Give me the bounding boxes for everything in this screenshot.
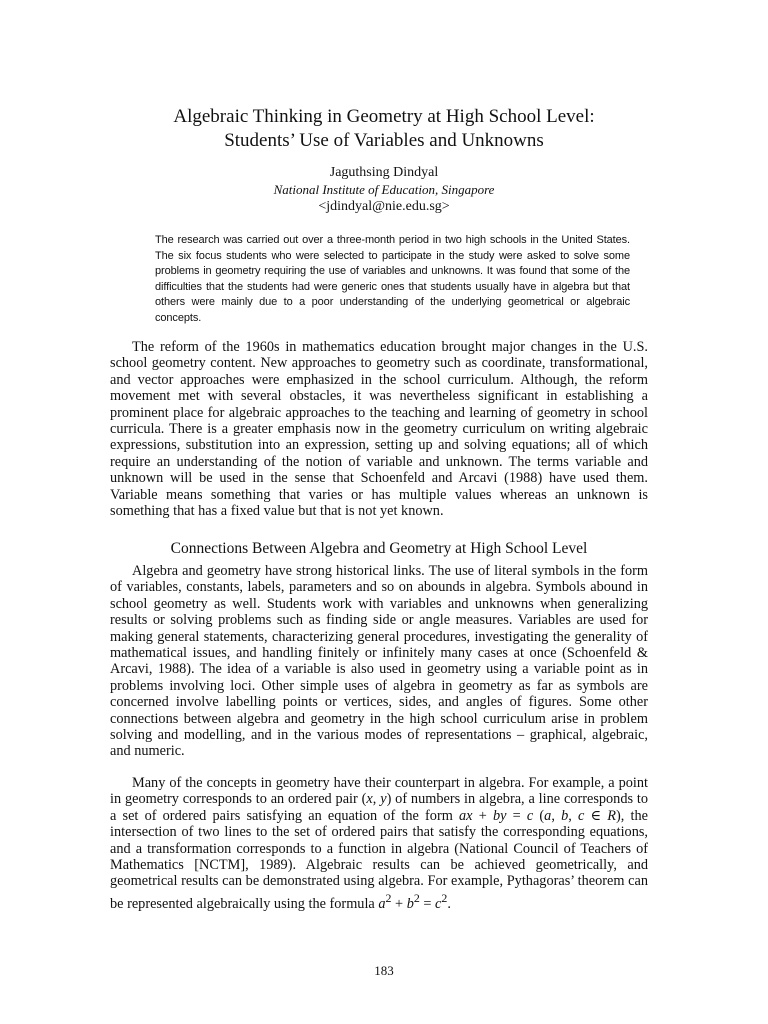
formula-c: c (435, 895, 442, 912)
section-paragraph-1: Algebra and geometry have strong historical links. The use of literal symbols in the form of variables, constants, labels, parameters and so on abounds in algebra. Symbols abound in school geometry as well. Students work with variables and unknowns when generalizing results or solving problems such as finding side or angle measures. Variables are used for making general statements, characterizing general procedures, investigating the generality of mathematical issues, and handling finitely or infinitely many cases at once (Schoenfeld & Arcavi, 1988). The idea of a variable is also used in geometry using a variable point as in problems involving loci. Other simple uses of algebra in geometry as far as symbols are concerned involve labelling points or vertices, sides, and angles of figures. Some other connections between algebra and geometry in the high school curriculum arise in problem solving and modelling, and in the various modes of representations – graphical, algebraic, and numeric. (110, 563, 648, 760)
equation-term: c (526, 807, 534, 824)
equation-term: by (492, 807, 507, 824)
variable-b: b (561, 807, 569, 824)
author-name: Jaguthsing Dindyal (329, 165, 439, 180)
equation-operator: = (506, 807, 527, 824)
variable-y: y (380, 791, 387, 808)
paper-title (110, 105, 658, 153)
author-affiliation: National Institute of Education, Singapore (273, 182, 495, 197)
author-block (110, 164, 658, 215)
formula-a: a (378, 895, 386, 912)
abstract: The research was carried out over a three-month period in two high schools in the United States. The six focus students who were selected to participate in the study were asked to solve some problems in geometry requiring the use of variables and unknowns. It was found that some of the difficulties that the students had were generic ones that students usually have in algebra but that others were mainly due to a poor understanding of the underlying geometrical or algebraic concepts. (155, 234, 630, 324)
equation-operator: + (472, 807, 493, 824)
paragraph-text: . (447, 895, 451, 912)
formula-b: b (406, 895, 414, 912)
paragraph-text: , (372, 791, 381, 808)
paragraph-text: ), the intersection of two lines to the set of ordered pairs that satisfy the corresponding equations, and a transformation corresponds to a function in algebra (National Council of Teachers of Mathematics [NCTM], 1989). Algebraic results can be achieved geometrically, and geometrical results can be demonstrated using algebra. For example, Pythagoras’ theorem can be represented algebraically using the formula (110, 807, 648, 912)
author-email: <jdindyal@nie.edu.sg> (318, 199, 450, 214)
page-number: 183 (374, 963, 394, 978)
superscript: 2 (385, 890, 392, 905)
set-r: R (607, 807, 616, 824)
superscript: 2 (413, 890, 420, 905)
variable-x: x (366, 791, 373, 808)
paragraph-text: , (551, 807, 562, 824)
intro-paragraph: The reform of the 1960s in mathematics education brought major changes in the U.S. school geometry content. New approaches to geometry such as coordinate, transformational, and vector approaches were emphasized in the school curriculum. Although, the reform movement met with several obstacles, it was nevertheless significant in establishing a prominent place for algebraic approaches to the teaching and learning of geometry in school curricula. There is a greater emphasis now in the geometry curriculum on writing algebraic expressions, substitution into an expression, setting up and solving equations; all of which require an understanding of the notion of variable and unknown. The terms variable and unknown will be used in the sense that Schoenfeld and Arcavi (1988) have used them. Variable means something that varies or has multiple values whereas an unknown is something that has a fixed value but that is not yet known. (110, 339, 648, 520)
paragraph-text: ( (533, 807, 545, 824)
paragraph-text: Many of the concepts in geometry have their counterpart in algebra. For example, a point in geometry corresponds to an ordered pair ( (110, 775, 648, 808)
section-paragraph-2 (110, 775, 648, 912)
variable-c: c (577, 807, 585, 824)
superscript: 2 (441, 890, 448, 905)
title-line-1: Algebraic Thinking in Geometry at High School Level: (173, 106, 595, 127)
equation-term: ax (459, 807, 473, 824)
paragraph-text: ) of numbers in algebra, a line corresponds to a set of ordered pairs satisfying an equation of the form (110, 791, 649, 824)
formula-operator: + (391, 895, 407, 912)
paragraph-text: , (568, 807, 578, 824)
variable-a: a (544, 807, 552, 824)
element-of-symbol: ∈ (584, 807, 608, 824)
title-line-2: Students’ Use of Variables and Unknowns (224, 130, 544, 151)
formula-operator: = (419, 895, 436, 912)
section-heading: Connections Between Algebra and Geometry at High School Level (170, 540, 588, 557)
